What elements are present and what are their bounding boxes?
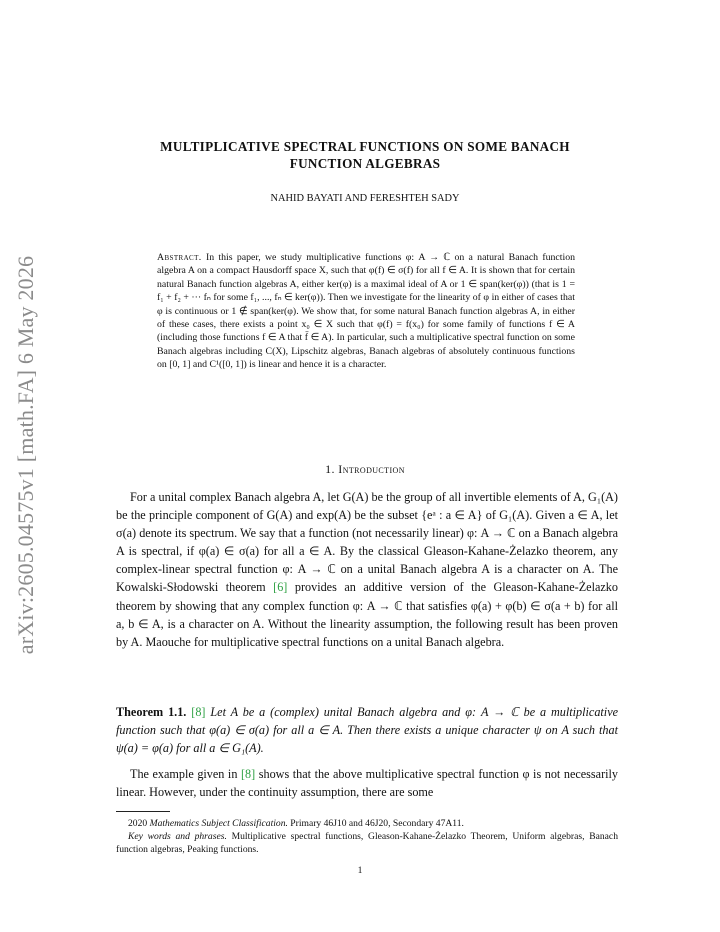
citation-link[interactable]: [8] [191,705,206,719]
intro-paragraph-1 [116,488,618,651]
intro-paragraph-2 [116,765,618,801]
section-heading-introduction: 1. Introduction [325,462,405,476]
title-line-1: MULTIPLICATIVE SPECTRAL FUNCTIONS ON SOME BANACH [160,139,570,154]
theorem-statement: Let A be a (complex) unital Banach algebra and φ: A → ℂ be a multiplicative function such that φ(a) ∈ σ(a) for all a ∈ A. Then there exists a unique character ψ on A such that ψ(a) = φ(a) for all a ∈ G₁(A). [116,705,619,756]
theorem-1-1 [116,703,618,757]
citation-link[interactable]: [8] [240,767,256,781]
footnote-keywords [116,830,618,856]
abstract-text: In this paper, we study multiplicative functions φ: A → ℂ on a natural Banach function algebra A on a compact Hausdorff space X, such that φ(f) ∈ σ(f) for all f ∈ A. It is shown that for certain natural Banach function algebras A, either ker(φ) is a maximal ideal of A or 1 ∈ span(ker(φ)) (that is 1 = f₁ + f₂ + ··· fₙ for some f₁, ..., fₙ ∈ ker(φ)). Then we investigate for the linearity of φ in either of cases that φ is continuous or 1 ∉ span(ker(φ). We show that, for some natural Banach function algebras A, in either of these cases, there exists a point x₀ ∈ X such that φ(f) = f(x₀) for some family of functions f ∈ A (including those functions f ∈ A that f̄ ∈ A). In particular, such a multiplicative spectral function on some Banach algebras including C(X), Lipschitz algebras, Banach algebras of absolutely continuous functions on [0, 1] and C¹([0, 1]) is linear and hence it is a character. [157,252,576,371]
footnotes [116,817,618,857]
footnote-keywords-label: Key words and phrases. [128,831,227,843]
paper-authors: NAHID BAYATI AND FERESHTEH SADY [270,193,460,204]
footnote-msc [116,817,618,830]
footnote-keywords-text: Multiplicative spectral functions, Gleason-Kahane-Żelazko Theorem, Uniform algebras, Banach function algebras, Peaking functions. [116,831,618,856]
paper-title [110,138,620,172]
arxiv-identifier-stamp [6,250,46,660]
theorem-label: Theorem 1.1. [116,705,187,719]
arxiv-id-text: arXiv:2605.04575v1 [math.FA] 6 May 2026 [13,255,38,655]
footnote-msc-label: Mathematics Subject Classification. [149,818,288,829]
citation-link[interactable]: [6] [273,580,288,595]
footnote-msc-text: Primary 46J10 and 46J20, Secondary 47A11. [287,818,464,829]
title-line-2: FUNCTION ALGEBRAS [289,156,441,171]
paragraph-1-text-a: For a unital complex Banach algebra A, let G(A) be the group of all invertible elements of A, G₁(A) be the principle component of G(A) and exp(A) be the subset {eᵃ : a ∈ A} of G₁(A). Given a ∈ A, let σ(a) denote its spectrum. We say that a function (not necessarily linear) φ: A → ℂ on a Banach algebra A is spectral, if φ(a) ∈ σ(a) for all a ∈ A. By the classical Gleason-Kahane-Żelazko theorem, any complex-linear spectral function φ: A → ℂ on a unital Banach algebra A is a character on A. The Kowalski-Słodowski theorem [116,490,618,595]
abstract-heading: Abstract. [157,252,202,263]
page-number: 1 [357,865,363,876]
footnote-msc-year: 2020 [128,818,150,829]
paragraph-2-text-b: shows that the above multiplicative spectral function φ is not necessarily linear. However, under the continuity assumption, there are some [116,767,618,800]
abstract-block [157,251,575,372]
paragraph-2-text-a: The example given in [130,767,241,781]
footnote-divider [116,811,170,812]
paragraph-1-text-b: provides an additive version of the Gleason-Kahane-Żelazko theorem by showing that any complex function φ: A → ℂ that satisfies φ(a) + φ(b) ∈ σ(a + b) for all a, b ∈ A, is a character on A. Without the linearity assumption, the following result has been proven by A. Maouche for multiplicative spectral functions on a unital Banach algebra. [116,580,618,649]
